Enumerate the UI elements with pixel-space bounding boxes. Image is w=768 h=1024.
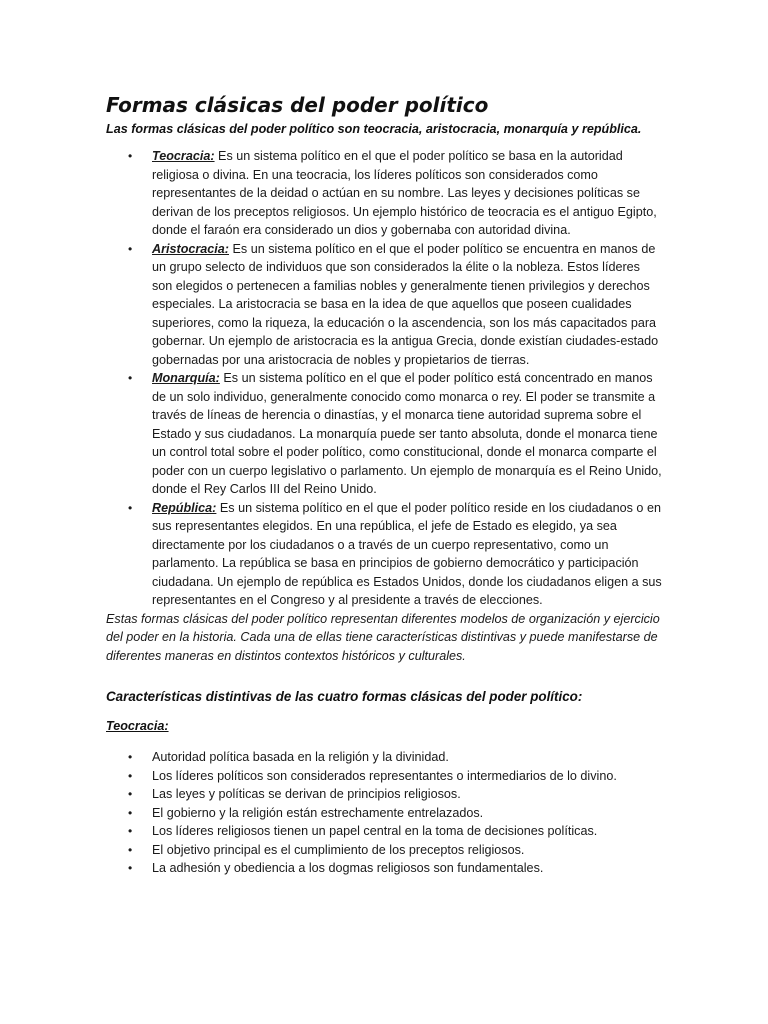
bullet-icon: • [128, 824, 133, 838]
bullet-icon: • [128, 787, 133, 801]
bullet-icon: • [128, 805, 133, 820]
feature-text: El objetivo principal es el cumplimiento de los preceptos religiosos. [152, 842, 525, 857]
definitions-list [106, 147, 662, 610]
definition-text: Es un sistema político en el que el poder político se encuentra en manos de un grupo selecto de individuos que son considerados la élite o la nobleza. Estos líderes son elegidos o pertenecen a familias nobles y generalmente tienen privilegios y derechos especiales. La aristocracia se basa en la idea de que aquellos que poseen cualidades superiores, como la riqueza, la educación o la ascendencia, son los más capacitados para gobernar. Un ejemplo de aristocracia es la antigua Grecia, donde existían ciudades-estado gobernadas por una aristocracia de nobles y propietarios de tierras. [152, 241, 659, 367]
bullet-icon: • [128, 241, 133, 256]
bullet-icon: • [128, 861, 133, 875]
document-content [106, 92, 662, 878]
section-heading: Características distintivas de las cuatro formas clásicas del poder político: [106, 689, 583, 704]
feature-text: Los líderes políticos son considerados representantes o intermediarios de lo divino. [152, 768, 617, 783]
feature-text: El gobierno y la religión están estrechamente entrelazados. [152, 805, 484, 820]
definition-term: Teocracia: [152, 149, 215, 163]
bullet-icon: • [128, 750, 133, 764]
definition-text: Es un sistema político en el que el poder político reside en los ciudadanos o en sus representantes elegidos. En una república, el jefe de Estado es elegido, ya sea directamente por los ciudadanos o a través de un cuerpo representativo, como un parlamento. La república se basa en principios de gobierno democrático y participación ciudadana. Un ejemplo de república es Estados Unidos, donde los ciudadanos eligen a sus representantes en el Congreso y al presidente a través de elecciones. [152, 500, 662, 607]
list-item [106, 785, 662, 804]
list-item [106, 147, 662, 240]
bullet-icon: • [128, 149, 133, 163]
document-subtitle: Las formas clásicas del poder político son teocracia, aristocracia, monarquía y república. [106, 122, 642, 136]
feature-text: Autoridad política basada en la religión y la divinidad. [152, 750, 449, 764]
list-item [106, 841, 662, 860]
definition-term: República: [152, 500, 217, 515]
list-item [106, 822, 662, 841]
feature-text: Las leyes y políticas se derivan de principios religiosos. [152, 787, 461, 801]
definition-text: Es un sistema político en el que el poder político está concentrado en manos de un solo individuo, generalmente conocido como monarca o rey. El poder se transmite a través de líneas de herencia o dinastías, y el monarca tiene autoridad suprema sobre el Estado y sus ciudadanos. La monarquía puede ser tanto absoluta, donde el monarca tiene un control total sobre el poder político, como constitucional, donde el monarca comparte el poder con un cuerpo legislativo o parlamento. Un ejemplo de monarquía es el Reino Unido, donde el Rey Carlos III del Reino Unido. [152, 371, 662, 496]
bullet-icon: • [128, 768, 133, 783]
feature-text: La adhesión y obediencia a los dogmas religiosos son fundamentales. [152, 861, 544, 875]
bullet-icon: • [128, 500, 133, 515]
feature-text: Los líderes religiosos tienen un papel central en la toma de decisiones políticas. [152, 824, 598, 838]
document-title: Formas clásicas del poder político [106, 93, 489, 117]
features-list [106, 748, 662, 878]
closing-paragraph: Estas formas clásicas del poder político representan diferentes modelos de organización y ejercicio del poder en la historia. Cada una de ellas tiene características distintivas y puede manifestarse de diferentes maneras en distintos contextos históricos y culturales. [106, 611, 660, 663]
bullet-icon: • [128, 842, 133, 857]
definition-term: Aristocracia: [152, 241, 229, 256]
list-item [106, 499, 662, 610]
definition-term: Monarquía: [152, 371, 220, 385]
list-item [106, 748, 662, 767]
list-item [106, 859, 662, 878]
list-item [106, 767, 662, 786]
definition-text: Es un sistema político en el que el poder político se basa en la autoridad religiosa o divina. En una teocracia, los líderes políticos son considerados como representantes de la deidad o actúan en su nombre. Las leyes y decisiones políticas se derivan de los preceptos religiosos. Un ejemplo histórico de teocracia es el antiguo Egipto, donde el faraón era considerado un dios y gobernaba con autoridad divina. [152, 149, 657, 237]
sub-heading-teocracia: Teocracia: [106, 719, 169, 733]
list-item [106, 804, 662, 823]
list-item [106, 240, 662, 370]
list-item [106, 369, 662, 499]
bullet-icon: • [128, 371, 133, 385]
